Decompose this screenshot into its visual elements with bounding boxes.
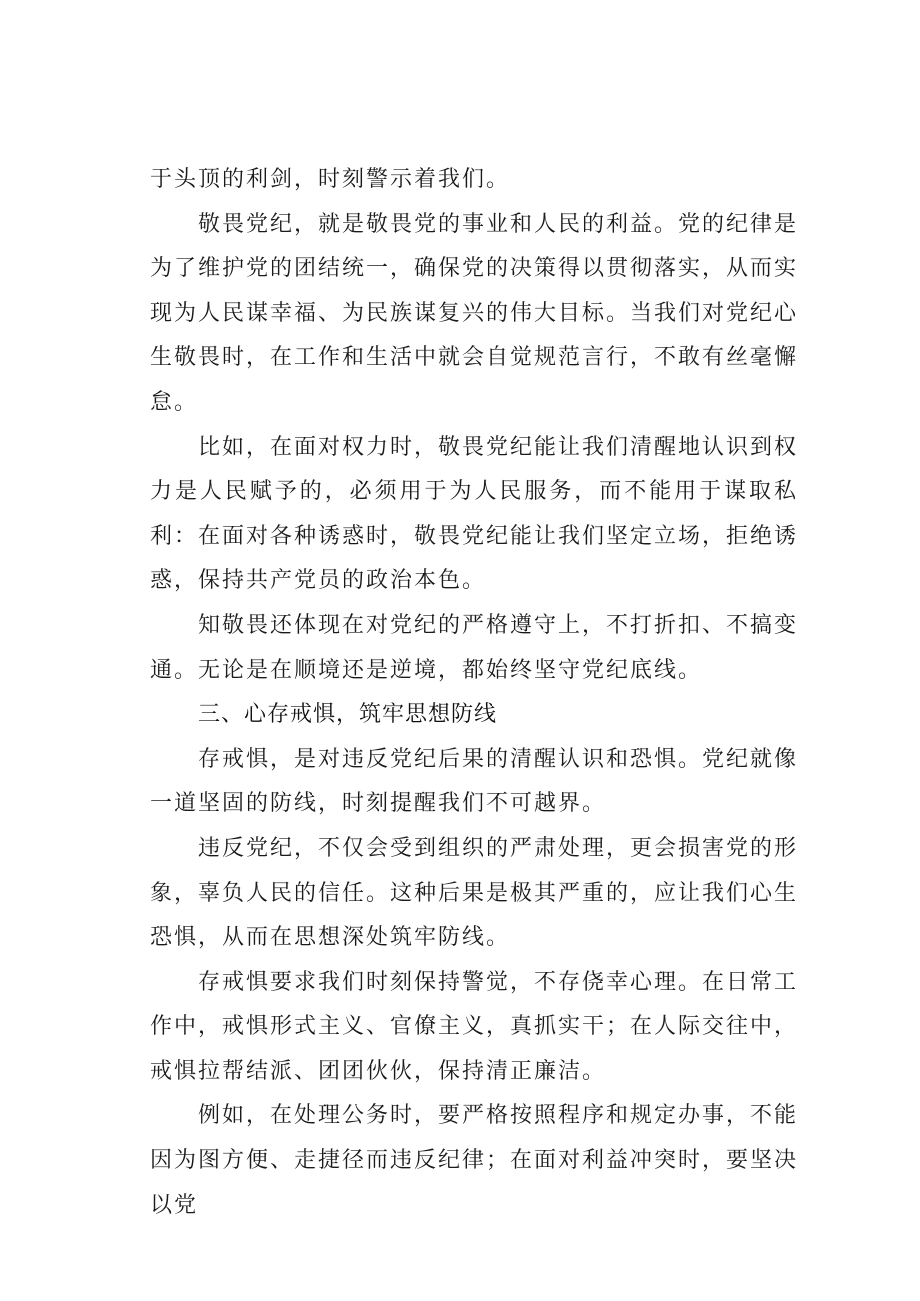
paragraph: 存戒惧，是对违反党纪后果的清醒认识和恐惧。党纪就像一道坚固的防线，时刻提醒我们不可越界。 — [150, 746, 799, 817]
document-body — [150, 158, 798, 1228]
paragraph: 存戒惧要求我们时刻保持警觉，不存侥幸心理。在日常工作中，戒惧形式主义、官僚主义，真抓实干；在人际交往中，戒惧拉帮结派、团团伙伙，保持清正廉洁。 — [150, 969, 799, 1084]
paragraph: 违反党纪，不仅会受到组织的严肃处理，更会损害党的形象，辜负人民的信任。这种后果是极其严重的，应让我们心生恐惧，从而在思想深处筑牢防线。 — [150, 835, 799, 951]
paragraph: 敬畏党纪，就是敬畏党的事业和人民的利益。党的纪律是为了维护党的团结统一，确保党的决策得以贯彻落实，从而实现为人民谋幸福、为民族谋复兴的伟大目标。当我们对党纪心生敬畏时，在工作和生活中就会自觉规范言行，不敢有丝毫懈怠。 — [150, 211, 799, 415]
paragraph-continuation: 于头顶的利剑，时刻警示着我们。 — [150, 167, 511, 192]
section-heading: 三、心存戒惧，筑牢思想防线 — [198, 702, 498, 728]
paragraph: 比如，在面对权力时，敬畏党纪能让我们清醒地认识到权力是人民赋予的，必须用于为人民服务，而不能用于谋取私利：在面对各种诱惑时，敬畏党纪能让我们坚定立场，拒绝诱惑，保持共产党员的政治本色。 — [150, 434, 799, 594]
paragraph: 例如，在处理公务时，要严格按照程序和规定办事，不能因为图方便、走捷径而违反纪律；在面对利益冲突时，要坚决以党 — [150, 1103, 799, 1218]
paragraph: 知敬畏还体现在对党纪的严格遵守上，不打折扣、不搞变通。无论是在顺境还是逆境，都始终坚守党纪底线。 — [150, 612, 799, 683]
